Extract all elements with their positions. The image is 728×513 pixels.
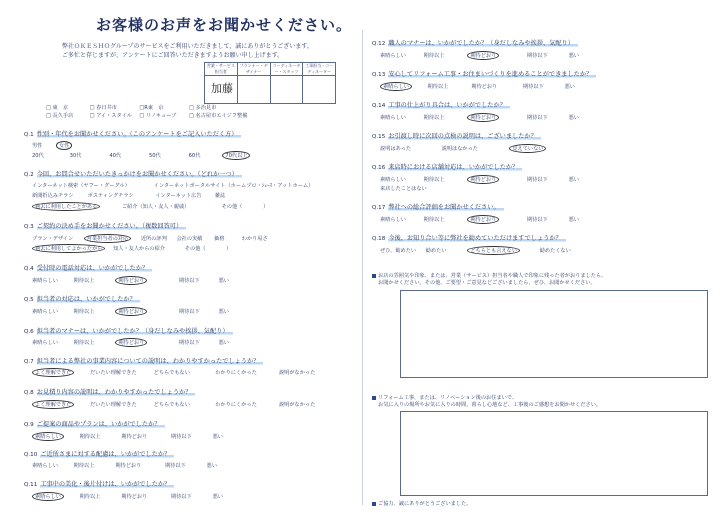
q7: Q.7 担当者による弊社の事業内容についての説明は、わかりやすかったでしょうか？ xyxy=(24,356,263,365)
intro-text: 弊社ＯＫＥＳＨＯグループのサービスをご利用いただきまして、誠にありがとうございます。 ご多忙と存じますが、アンケートにご回答いただきますようお願い申し上げます。 xyxy=(62,43,313,59)
q3-options-row2: 過去に利用してよかったから 知人・友人からの紹介 その他（ ） xyxy=(32,244,231,253)
column-divider xyxy=(362,30,363,505)
q2-options-row3: 過去に利用したことがある ご紹介（知人・友人・親戚） その他（ ） xyxy=(32,202,268,211)
q10-options: 素晴らしい 期待以上 期待どおり 期待以下 悪い xyxy=(32,463,218,469)
q17-options: 素晴らしい 期待以上 期待どおり 期待以下 悪い xyxy=(380,217,579,223)
brand-row-2: □ 長久手店 □ アイ・スタイル □ リノキューブ □ 名古屋市エイジフ整備 xyxy=(46,113,248,119)
staff-table: 営業・サービス担当者 プランナー・デザイナー コーディネーター・スタッフ 工事担当・コーディネーター 加藤 xyxy=(204,62,336,104)
q11-options: 素晴らしい 期待以上 期待どおり 期待以下 悪い xyxy=(32,492,223,501)
q9-options: 素晴らしい 期待以上 期待どおり 期待以下 悪い xyxy=(32,432,223,441)
q1-options: 男性 女性 xyxy=(32,141,72,150)
q4: Q.4 受付時の電話対応は、いかがでしたか？ xyxy=(24,263,152,272)
q12: Q.12 職人のマナーは、いかがでしたか？（身だしなみや挨拶、気配り） xyxy=(372,38,578,47)
q3-options-row1: プラン・デザイン 営業担当者の対応 近所の評判 会社の実績 価格 わかり易さ xyxy=(32,236,268,242)
q13-options: 素晴らしい 期待以上 期待どおり 期待以下 悪い xyxy=(380,82,575,91)
q16-options: 素晴らしい 期待以上 期待どおり 期待以下 悪い xyxy=(380,177,579,183)
q8-options: よく理解できた だいたい理解できた どちらでもない わかりにくかった 説明がなかった xyxy=(32,400,315,409)
q12-options: 素晴らしい 期待以上 期待どおり 期待以下 悪い xyxy=(380,53,579,59)
q6-options: 素晴らしい 期待以上 期待どおり 期待以下 悪い xyxy=(32,340,229,346)
staff-cell-planner[interactable] xyxy=(238,76,271,104)
comment1-prompt: お店の雰囲気や印象、または、営業（サービス）担当者や職人で印象に残った者がおりましたら、 お聞かせください。その他、ご要望・ご意見などございましたら、ぜひ、お聞かせください。 xyxy=(372,272,606,286)
q2-options-row2: 新聞折込みチラシ ポスティングチラシ インターネット広告 雑誌 xyxy=(32,193,226,199)
q16: Q.16 来店時における店舗対応は、いかがでしたか？ xyxy=(372,162,522,171)
staff-cell-coordinator[interactable] xyxy=(271,76,304,104)
q14: Q.14 工事の仕上がり具合は、いかがでしたか？ xyxy=(372,100,510,109)
q2-options-row1: インターネット検索（ヤフー・グーグル） インターネットポータルサイト（ホームプロ・ｼｭｰｽ・アットホーム） xyxy=(32,183,314,189)
q15: Q.15 お引渡し時に次回の点検の説明は、ございましたか？ xyxy=(372,131,541,140)
staff-signature: 加藤 xyxy=(211,82,233,95)
q1: Q.1 性別・年代をお聞かせください。（このアンケートをご記入いただく方） xyxy=(24,129,241,138)
q13: Q.13 安心してリフォーム工事・お住まいづくりを進めることができましたか？ xyxy=(372,69,596,78)
q1-age-options: 20代 30代 40代 50代 60代 70代以上 xyxy=(32,151,250,160)
q8: Q.8 お見積り内容の説明は、わかりやすかったでしょうか？ xyxy=(24,387,195,396)
q10: Q.10 ご近所さまに対する配慮は、いかがでしたか？ xyxy=(24,449,174,458)
q18-options: ぜひ、勧めたい 勧めたい どちらとも言えない 勧めたくない xyxy=(380,248,571,254)
footer-thanks: ご協力、誠にありがとうございました。 xyxy=(372,500,471,507)
q3: Q.3 ご契約の決め手をお聞かせください。（複数回答可） xyxy=(24,221,186,230)
q15-options: 説明はあった 説明はなかった 覚えていない xyxy=(380,144,546,153)
q11: Q.11 工事中の美化・後片付けは、いかがでしたか？ xyxy=(24,479,174,488)
q9: Q.9 ご提案の商品やプランは、いかがでしたか？ xyxy=(24,419,165,428)
comment2-prompt: リフォーム工事、または、リノベーション後のお住まいで、 お気に入りの場所やお気に入りの時間、暮らし心地など、工事後のご感想をお聞かせください。 xyxy=(372,394,601,408)
comment2-box[interactable] xyxy=(400,411,708,496)
q5: Q.5 担当者の対応は、いかがでしたか？ xyxy=(24,294,140,303)
q2: Q.2 今回、お問合せいただいたきっかけをお聞かせください。（どれか一つ） xyxy=(24,169,242,178)
comment1-box[interactable] xyxy=(400,290,708,378)
staff-cell-sales[interactable] xyxy=(205,76,238,104)
brand-row-1: □ 東 京 □ 春日井市 □R東 京 □ 多治見市 xyxy=(46,105,217,111)
q16-no-visit-option[interactable]: 来店したことはない xyxy=(380,186,427,192)
q4-options: 素晴らしい 期待以上 期待どおり 期待以下 悪い xyxy=(32,278,229,284)
q7-options: よく理解できた だいたい理解できた どちらでもない わかりにくかった 説明がなかった xyxy=(32,368,315,377)
q5-options: 素晴らしい 期待以上 期待どおり 期待以下 悪い xyxy=(32,309,229,315)
q17: Q.17 弊社への総合評価をお聞かせください。 xyxy=(372,202,504,211)
q6: Q.6 担当者のマナーは、いかがでしたか？（身だしなみや挨拶、気配り） xyxy=(24,326,233,335)
staff-cell-construction[interactable] xyxy=(303,76,335,104)
q14-options: 素晴らしい 期待以上 期待どおり 期待以下 悪い xyxy=(380,115,579,121)
q18: Q.18 今後、お知り合い等に弊社を勧めていただけますでしょうか？ xyxy=(372,233,566,242)
page-title: お客様のお声をお聞かせください。 xyxy=(96,16,353,34)
